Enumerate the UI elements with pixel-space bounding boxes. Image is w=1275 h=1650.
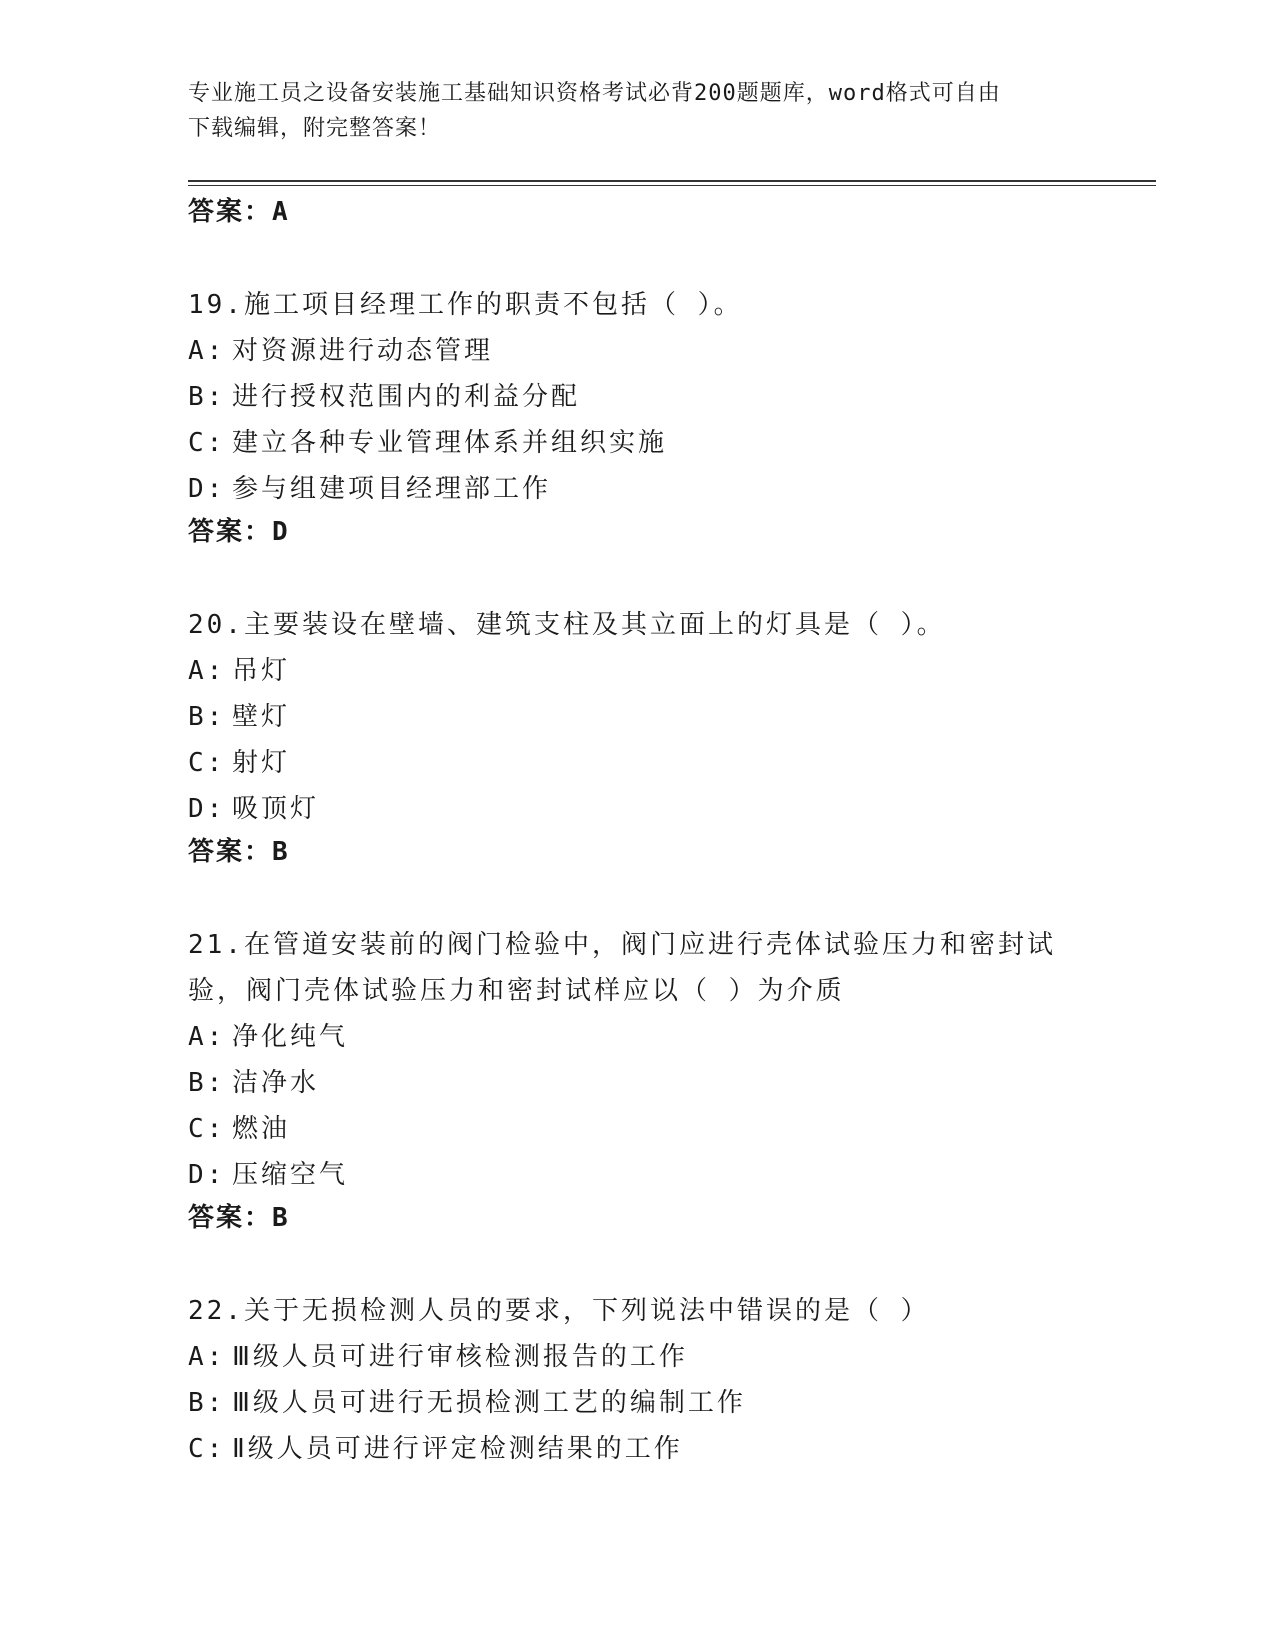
header-line-1: 专业施工员之设备安装施工基础知识资格考试必背200题题库，word格式可自由 <box>188 81 1001 106</box>
question-22 <box>188 1288 1088 1472</box>
option-b <box>188 694 1088 740</box>
previous-answer: 答案：A <box>188 197 290 227</box>
option-d <box>188 466 1088 512</box>
option-key: D: <box>188 474 226 504</box>
option-text: 吊灯 <box>232 656 291 686</box>
option-key: B: <box>188 382 226 412</box>
option-text: Ⅱ级人员可进行评定检测结果的工作 <box>232 1434 683 1464</box>
option-text: Ⅲ级人员可进行无损检测工艺的编制工作 <box>232 1388 746 1418</box>
header-line-2: 下载编辑，附完整答案！ <box>188 116 442 141</box>
option-text: Ⅲ级人员可进行审核检测报告的工作 <box>232 1342 688 1372</box>
option-a <box>188 1334 1088 1380</box>
option-b <box>188 1380 1088 1426</box>
option-d <box>188 1152 1088 1198</box>
question-text: 19.施工项目经理工作的职责不包括（ ）。 <box>188 290 743 320</box>
option-c <box>188 740 1088 786</box>
option-text: 净化纯气 <box>232 1022 349 1052</box>
option-key: B: <box>188 702 226 732</box>
header-rule-thick <box>188 180 1156 182</box>
option-a <box>188 328 1088 374</box>
header-rule-thin <box>188 185 1156 186</box>
option-b <box>188 374 1088 420</box>
option-d <box>188 786 1088 832</box>
option-c <box>188 1426 1088 1472</box>
option-text: 壁灯 <box>232 702 291 732</box>
option-a <box>188 648 1088 694</box>
option-key: A: <box>188 1342 226 1372</box>
option-key: A: <box>188 336 226 366</box>
option-key: C: <box>188 748 226 778</box>
option-key: B: <box>188 1068 226 1098</box>
option-text: 射灯 <box>232 748 291 778</box>
answer: 答案：B <box>188 837 290 867</box>
option-text: 燃油 <box>232 1114 291 1144</box>
document-header <box>188 76 1088 146</box>
option-key: D: <box>188 794 226 824</box>
option-key: A: <box>188 656 226 686</box>
answer: 答案：B <box>188 1203 290 1233</box>
option-text: 对资源进行动态管理 <box>232 336 494 366</box>
option-c <box>188 1106 1088 1152</box>
question-19 <box>188 282 1088 552</box>
option-key: C: <box>188 428 226 458</box>
option-text: 参与组建项目经理部工作 <box>232 474 552 504</box>
option-key: C: <box>188 1114 226 1144</box>
option-text: 洁净水 <box>232 1068 320 1098</box>
question-text: 20.主要装设在壁墙、建筑支柱及其立面上的灯具是（ ）。 <box>188 610 946 640</box>
document-body <box>188 192 1088 1522</box>
option-key: C: <box>188 1434 226 1464</box>
option-text: 吸顶灯 <box>232 794 320 824</box>
option-text: 进行授权范围内的利益分配 <box>232 382 581 412</box>
option-c <box>188 420 1088 466</box>
option-text: 压缩空气 <box>232 1160 349 1190</box>
option-b <box>188 1060 1088 1106</box>
option-text: 建立各种专业管理体系并组织实施 <box>232 428 668 458</box>
answer: 答案：D <box>188 517 290 547</box>
option-key: A: <box>188 1022 226 1052</box>
option-key: B: <box>188 1388 226 1418</box>
question-text: 21.在管道安装前的阀门检验中，阀门应进行壳体试验压力和密封试验，阀门壳体试验压力和密封试样应以（ ）为介质 <box>188 930 1056 1006</box>
option-key: D: <box>188 1160 226 1190</box>
question-text: 22.关于无损检测人员的要求，下列说法中错误的是（ ） <box>188 1296 930 1326</box>
question-21 <box>188 922 1088 1238</box>
option-a <box>188 1014 1088 1060</box>
question-20 <box>188 602 1088 872</box>
